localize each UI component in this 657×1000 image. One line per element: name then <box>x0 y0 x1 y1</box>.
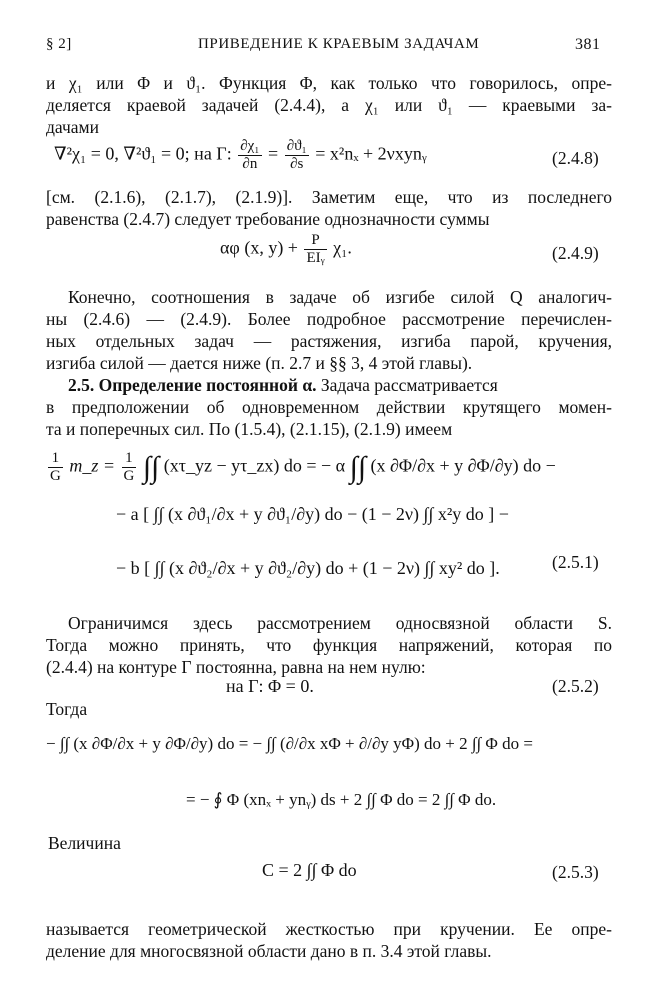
text-line <box>46 374 612 396</box>
equation-number: (2.4.8) <box>552 148 599 168</box>
word-togda <box>46 698 612 720</box>
fraction <box>238 138 261 173</box>
equation-2-5-1-row-1 <box>46 450 556 485</box>
text-line: деляется краевой задачей (2.4.4), а χ₁ или ϑ₁ — краевыми за- <box>46 95 612 115</box>
paragraph-2 <box>46 186 612 230</box>
equation-2-4-9 <box>220 232 352 267</box>
equation-2-5-2: на Γ: Φ = 0. <box>226 676 314 696</box>
paragraph-4 <box>46 612 612 678</box>
text-line: называется геометрической жесткостью при кручении. Ее опре- <box>46 919 612 939</box>
paragraph-5 <box>46 918 612 962</box>
eq-right: χ₁. <box>333 237 352 258</box>
heading-rest: Задача рассматривается <box>320 375 498 395</box>
double-integral-icon: ∫∫ <box>349 450 367 484</box>
text-line: в предположении об одновременном действии крутящего момен- <box>46 397 612 417</box>
text-line: Тогда <box>46 699 88 719</box>
text-line: ны (2.4.6) — (2.4.9). Более подробное рассмотрение перечислен- <box>46 309 612 329</box>
equation-2-5-1-row-3: − b [ ∫∫ (x ∂ϑ₂/∂x + y ∂ϑ₂/∂y) do + (1 − 2ν) ∫∫ xy² do ]. <box>116 558 500 578</box>
integral-identity-row-1: − ∫∫ (x ∂Φ/∂x + y ∂Φ/∂y) do = − ∫∫ (∂/∂x xΦ + ∂/∂y yΦ) do + 2 ∫∫ Φ do = <box>46 734 533 753</box>
text-line: равенства (2.4.7) следует требование однозначности суммы <box>46 209 490 229</box>
equation-number: (2.5.1) <box>552 552 599 572</box>
text-line: (2.4.4) на контуре Γ постоянна, равна на нем нулю: <box>46 657 426 677</box>
equation-number: (2.4.9) <box>552 243 599 263</box>
text-line: дачами <box>46 117 99 137</box>
paragraph-3 <box>46 286 612 374</box>
paragraph-1 <box>46 72 612 138</box>
text-line: [см. (2.1.6), (2.1.7), (2.1.9)]. Заметим еще, что из последнего <box>46 187 612 207</box>
equation-2-5-1-row-2: − a [ ∫∫ (x ∂ϑ₁/∂x + y ∂ϑ₁/∂y) do − (1 − 2ν) ∫∫ x²y do ] − <box>116 504 509 524</box>
numerator: ∂ϑ₁ <box>286 138 307 154</box>
denominator: ∂n <box>242 156 258 172</box>
eq-term: (x ∂Φ/∂x + y ∂Φ/∂y) do − <box>370 455 556 476</box>
section-2-5 <box>46 374 612 440</box>
eq-right: = x²nₓ + 2νxynᵧ <box>315 143 427 164</box>
fraction <box>122 450 137 485</box>
numerator: 1 <box>122 450 137 468</box>
text-line: Тогда можно принять, что функция напряжений, которая по <box>46 635 612 655</box>
denominator: G <box>123 468 135 484</box>
denominator: ∂s <box>290 156 304 172</box>
equation-number: (2.5.2) <box>552 676 599 696</box>
double-integral-icon: ∫∫ <box>142 450 160 484</box>
text-line: и χ₁ или Φ и ϑ₁. Функция Φ, как только что говорилось, опре- <box>46 73 612 93</box>
text-line: Ограничимся здесь рассмотрением односвязной области S. <box>68 613 612 633</box>
equation-number: (2.5.3) <box>552 862 599 882</box>
text-line: Конечно, соотношения в задаче об изгибе силой Q аналогич- <box>68 287 612 307</box>
denominator: EIᵧ <box>306 250 325 266</box>
text-line: изгиба силой — дается ниже (п. 2.7 и §§ 3, 4 этой главы). <box>46 353 473 373</box>
text-line: деление для многосвязной области дано в п. 3.4 этой главы. <box>46 941 492 961</box>
eq-left: αφ (x, y) + <box>220 237 298 258</box>
section-heading: 2.5. Определение постоянной α. <box>68 375 317 395</box>
section-marker: § 2] <box>46 36 72 52</box>
eq-left: ∇²χ₁ = 0, ∇²ϑ₁ = 0; на Γ: <box>54 143 232 164</box>
eq-term: m_z = <box>69 455 115 476</box>
text-line: ных отдельных задач — растяжения, изгиба парой, кручения, <box>46 331 612 351</box>
equation-2-4-8: ∇²χ₁ = 0, ∇²ϑ₁ = 0; на Γ: $\frac{\text{∂χ₁}}{\partial n}$ = $\frac{\text{∂ϑ₁}}{\partial s}$ = x²nₓ + 2νxynᵧ <box>54 138 427 172</box>
page-number: 381 <box>575 36 601 53</box>
numerator: ∂χ₁ <box>240 138 260 154</box>
running-title: ПРИВЕДЕНИЕ К КРАЕВЫМ ЗАДАЧАМ <box>198 36 480 52</box>
numerator: P <box>304 232 326 250</box>
eq-term: (xτ_yz − yτ_zx) do = − α <box>163 455 346 476</box>
fraction <box>48 450 63 485</box>
word-velichina <box>46 832 612 854</box>
text-line: Величина <box>48 833 121 853</box>
fraction <box>285 138 309 173</box>
numerator: 1 <box>48 450 63 468</box>
fraction <box>304 232 326 267</box>
integral-identity-row-2: = − ∮ Φ (xnₓ + ynᵧ) ds + 2 ∫∫ Φ do = 2 ∫∫ Φ do. <box>186 790 497 809</box>
text-line: та и поперечных сил. По (1.5.4), (2.1.15), (2.1.9) имеем <box>46 419 453 439</box>
denominator: G <box>50 468 61 484</box>
equation-2-5-3: C = 2 ∫∫ Φ do <box>262 860 357 880</box>
